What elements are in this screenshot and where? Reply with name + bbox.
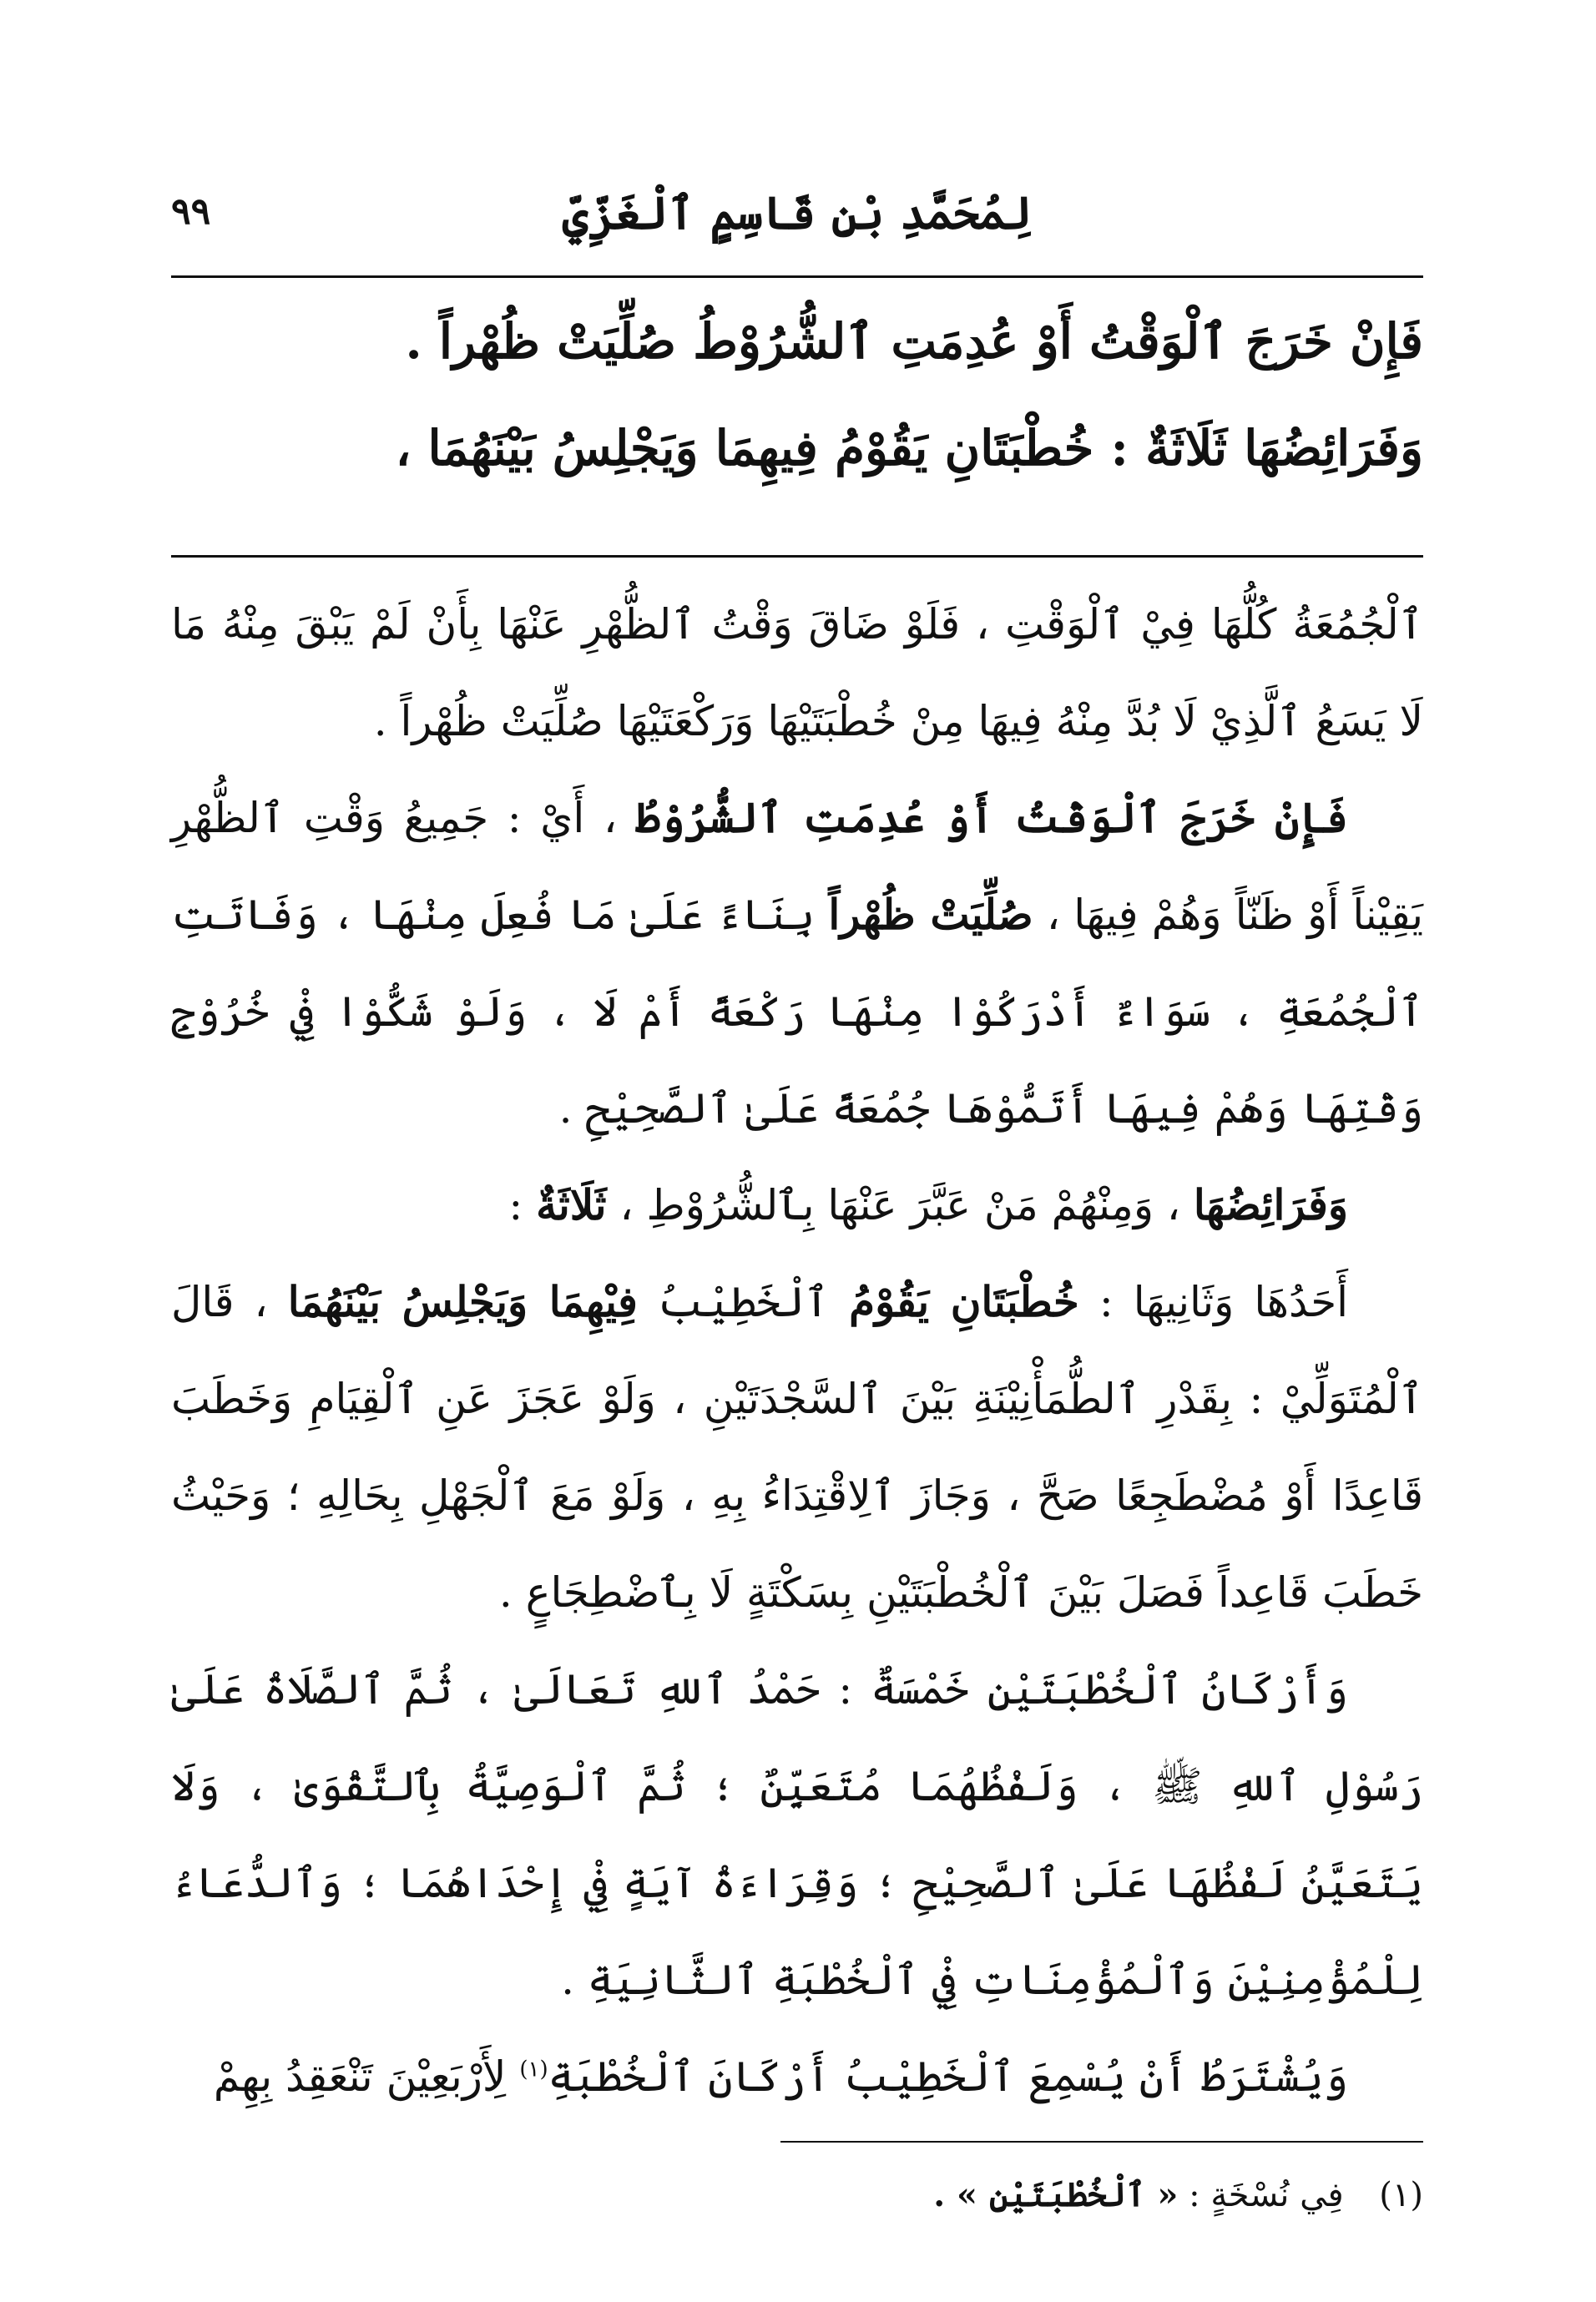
page-header (171, 182, 1423, 265)
footnote-reference[interactable]: (١) (519, 2057, 548, 2082)
matn-line: فَإِنْ خَرَجَ ٱلْوَقْتُ أَوْ عُدِمَتِ ٱلشُّرُوْطُ صُلِّيَتْ ظُهْراً . (405, 313, 1423, 370)
matn-line: وَفَرَائِضُهَا ثَلَاثَةٌ : خُطْبَتَانِ يَقُوْمُ فِيهِمَا وَيَجْلِسُ بَيْنَهُمَا ، (395, 420, 1423, 477)
page-number: ٩٩ (171, 190, 211, 233)
footnote-variant: « ٱلْخُطْبَتَيْنِ » . (933, 2175, 1179, 2214)
commentary-text: ، قَالَ ٱلْمُتَوَلِّيْ : بِقَدْرِ ٱلطُّمَأْنِيْنَةِ بَيْنَ ٱلسَّجْدَتَيْنِ ، وَلَوْ عَجَزَ عَنِ ٱلْقِيَامِ وَخَطَبَ قَاعِدًا أَوْ مُضْطَجِعًا صَحَّ ، وَجَازَ ٱلِاقْتِدَاءُ بِهِ ، وَلَوْ مَعَ ٱلْجَهْلِ بِحَالِهِ ؛ وَحَيْثُ خَطَبَ قَاعِداً فَصَلَ بَيْنَ ٱلْخُطْبَتَيْنِ بِسَكْتَةٍ لَا بِٱضْطِجَاعٍ . (171, 1278, 1423, 1617)
footnote-rule (780, 2141, 1423, 2143)
running-title: لِمُحَمَّدِ بْنِ قَاسِمٍ ٱلْغَزِّيِّ (562, 186, 1033, 240)
footnote (171, 2149, 1423, 2241)
matn-quote: فَإِنْ خَرَجَ ٱلْوَقْتُ أَوْ عُدِمَتِ ٱلشُّرُوْطُ (635, 793, 1348, 842)
commentary-text: أَحَدُهَا وَثَانِيهَا : (1078, 1278, 1348, 1326)
matn-separator-rule (171, 555, 1423, 558)
commentary-text: وَيُشْتَرَطُ أَنْ يُسْمِعَ ٱلْخَطِيْبُ أَرْكَانَ ٱلْخُطْبَةِ (548, 2052, 1348, 2101)
matn-block (171, 288, 1423, 502)
commentary-text: ٱلْخَطِيْبُ (637, 1278, 850, 1326)
commentary-paragraph: ٱلْجُمُعَةُ كُلُّهَا فِيْ ٱلْوَقْتِ ، فَلَوْ ضَاقَ وَقْتُ ٱلظُّهْرِ عَنْهَا بِأَنْ لَمْ يَبْقَ مِنْهُ مَا لَا يَسَعُ ٱلَّذِيْ لَا بُدَّ مِنْهُ فِيهَا مِنْ خُطْبَتَيْهَا وَرَكْعَتَيْهَا صُلِّيَتْ ظُهْراً . (171, 600, 1423, 745)
matn-quote: وَفَرَائِضُهَا (1193, 1180, 1348, 1229)
commentary-text: ، وَمِنْهُمْ مَنْ عَبَّرَ عَنْهَا بِٱلشُّرُوْطِ ، (606, 1181, 1194, 1229)
matn-quote: صُلِّيَتْ ظُهْراً (828, 890, 1033, 939)
footnote-text: فِي نُسْخَةٍ : (1178, 2176, 1344, 2214)
matn-quote: فِيْهِمَا وَيَجْلِسُ بَيْنَهُمَا (287, 1277, 638, 1326)
commentary-paragraph (171, 770, 1423, 1157)
commentary-text: : (508, 1181, 537, 1229)
matn-quote: خُطْبَتَانِ يَقُوْمُ (849, 1277, 1079, 1326)
commentary-paragraph (171, 1254, 1423, 1641)
footnote-number: (١) (1379, 2176, 1423, 2214)
commentary-text: ، أَيْ : جَمِيعُ وَقْتِ ٱلظُّهْرِ يَقِيْناً أَوْ ظَنّاً وَهُمْ فِيهَا ، (171, 794, 1423, 939)
commentary-paragraph: وَأَرْكَانُ ٱلْخُطْبَتَيْنِ خَمْسَةٌ : حَمْدُ ٱللهِ تَعَالَىٰ ، ثُمَّ ٱلصَّلَاةُ عَلَىٰ رَسُوْلِ ٱللهِ ﷺ ، وَلَفْظُهُمَا مُتَعَيِّنٌ ؛ ثُمَّ ٱلْوَصِيَّةُ بِٱلتَّقْوَىٰ ، وَلَا يَتَعَيَّنُ لَفْظُهَا عَلَىٰ ٱلصَّحِيْحِ ؛ وَقِرَاءَةُ آيَةٍ فِيْ إِحْدَاهُمَا ؛ وَٱلدُّعَاءُ لِلْمُؤْمِنِيْنَ وَٱلْمُؤْمِنَاتِ فِيْ ٱلْخُطْبَةِ ٱلثَّانِيَةِ . (171, 1665, 1423, 2004)
commentary-text: بِنَاءً عَلَىٰ مَا فُعِلَ مِنْهَا ، وَفَاتَتِ ٱلْجُمُعَةِ ، سَوَاءٌ أَدْرَكُوْا مِنْهَا رَكْعَةً أَمْ لَا ، وَلَوْ شَكُّوْا فِيْ خُرُوْجِ وَقْتِهَا وَهُمْ فِيهَا أَتَمُّوْهَا جُمُعَةً عَلَىٰ ٱلصَّحِيْحِ . (171, 891, 1423, 1133)
commentary-paragraph (171, 1157, 1423, 1254)
commentary-text: لِأَرْبَعِيْنَ تَنْعَقِدُ بِهِمْ (213, 2052, 520, 2101)
matn-quote: ثَلَاثَةٌ (536, 1180, 607, 1229)
commentary-paragraph (171, 2028, 1423, 2125)
commentary-block (171, 576, 1423, 2125)
header-rule (171, 275, 1423, 278)
